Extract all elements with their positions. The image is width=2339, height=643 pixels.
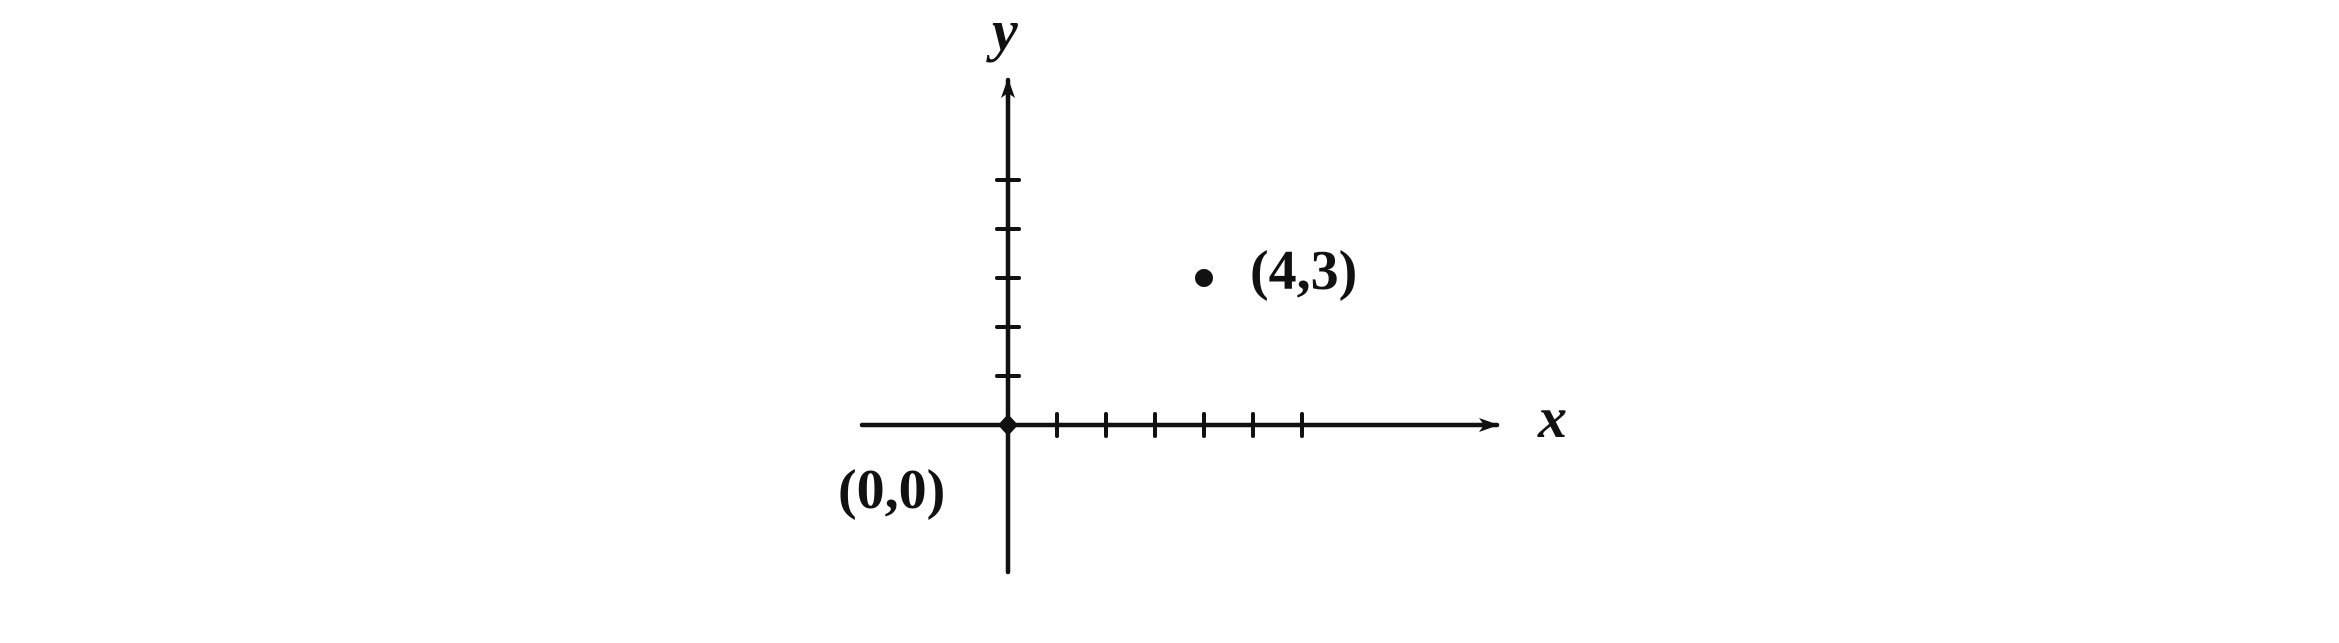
x-axis-label: x xyxy=(1538,385,1567,450)
y-axis-label: y xyxy=(992,0,1018,63)
point-4-3-marker xyxy=(1195,269,1213,287)
origin-point-marker xyxy=(998,414,1018,436)
origin-point-label: (0,0) xyxy=(838,459,946,521)
point-4-3-label: (4,3) xyxy=(1250,240,1358,302)
